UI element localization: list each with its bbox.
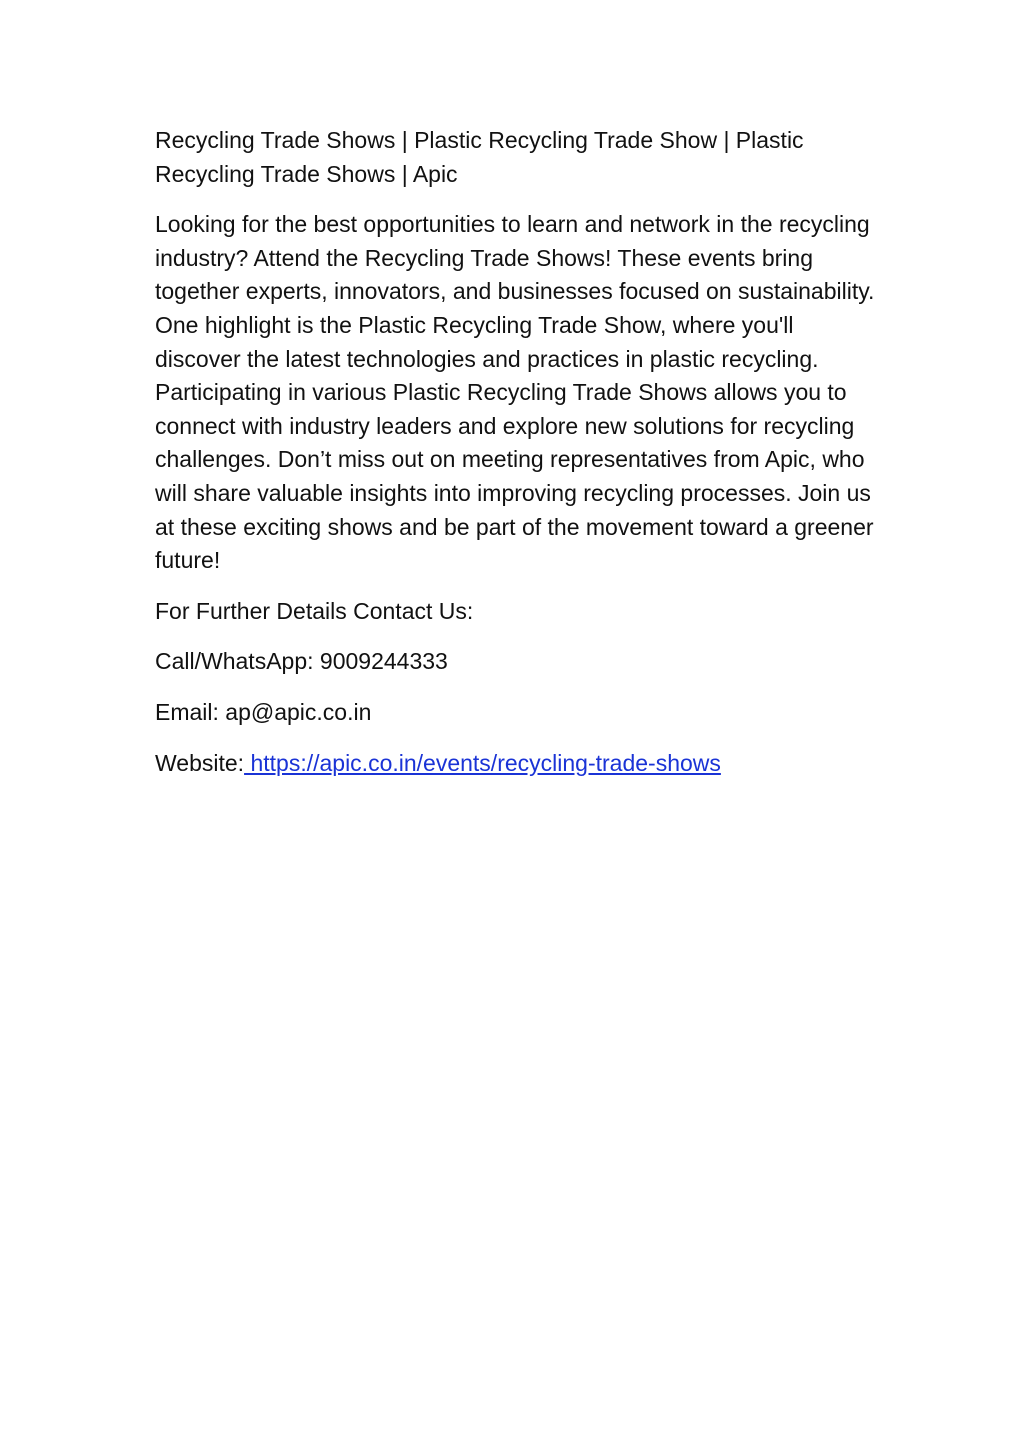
document-content [155, 124, 875, 797]
contact-email: Email: ap@apic.co.in [155, 698, 372, 725]
website-link[interactable]: https://apic.co.in/events/recycling-trade-shows [244, 749, 721, 776]
document-title: Recycling Trade Shows | Plastic Recycling Trade Show | Plastic Recycling Trade Shows | Apic [155, 127, 804, 187]
document-body-paragraph: Looking for the best opportunities to learn and network in the recycling industry? Attend the Recycling Trade Shows! These events bring together experts, innovators, and businesses focused on sustainability. One highlight is the Plastic Recycling Trade Show, where you'll discover the latest technologies and practices in plastic recycling. Participating in various Plastic Recycling Trade Shows allows you to connect with industry leaders and explore new solutions for recycling challenges. Don’t miss out on meeting representatives from Apic, who will share valuable insights into improving recycling processes. Join us at these exciting shows and be part of the movement toward a greener future! [155, 211, 875, 574]
contact-phone: Call/WhatsApp: 9009244333 [155, 648, 448, 675]
contact-website [155, 747, 875, 781]
contact-heading: For Further Details Contact Us: [155, 597, 474, 624]
website-label: Website: [155, 749, 245, 776]
